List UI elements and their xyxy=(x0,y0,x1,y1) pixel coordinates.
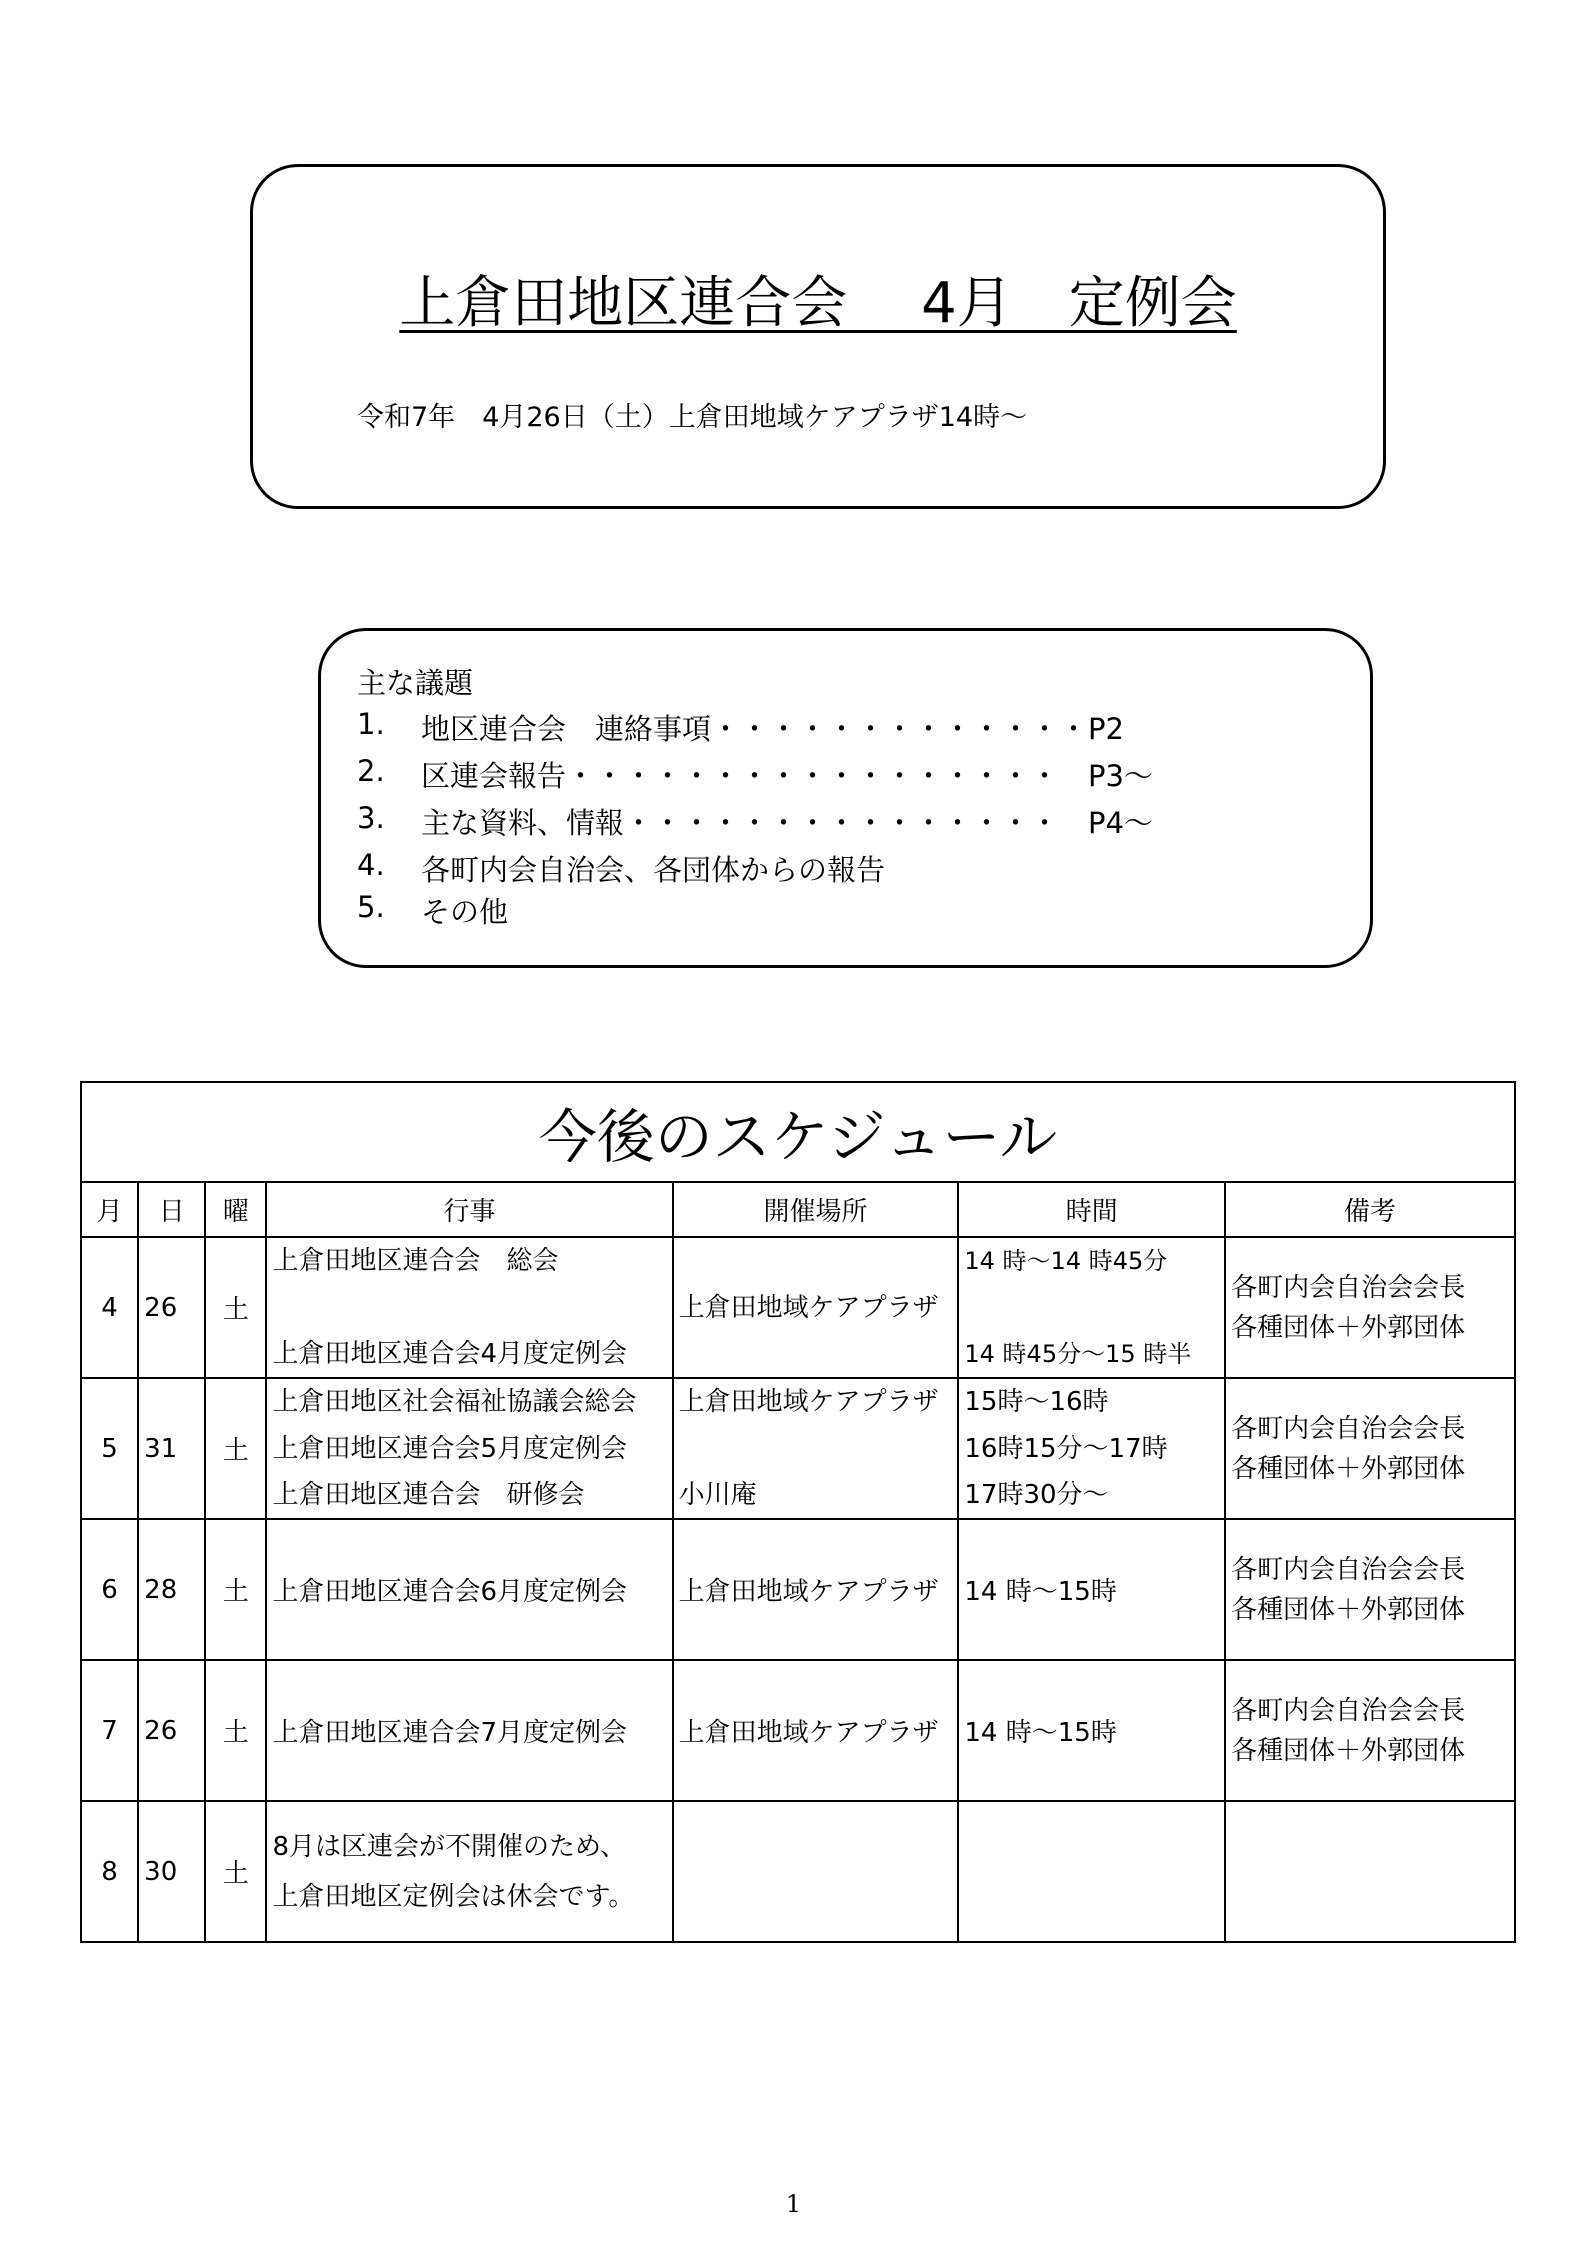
cell-place xyxy=(673,1801,959,1942)
meeting-date-place: 令和7年 4月26日（土）上倉田地域ケアプラザ14時～ xyxy=(357,402,1028,433)
cell-time: 15時～16時 16時15分～17時 17時30分～ xyxy=(958,1378,1225,1519)
cell-notes xyxy=(1225,1801,1515,1942)
table-row xyxy=(81,1519,1515,1660)
cell-place: 上倉田地域ケアプラザ xyxy=(673,1519,959,1660)
agenda-item: 5. その他 xyxy=(357,890,509,929)
header-day: 日 xyxy=(138,1182,205,1237)
cell-month: 7 xyxy=(81,1660,138,1801)
cell-notes: 各町内会自治会会長 各種団体＋外郭団体 xyxy=(1225,1378,1515,1519)
cell-weekday: 土 xyxy=(205,1519,266,1660)
cell-notes: 各町内会自治会会長 各種団体＋外郭団体 xyxy=(1225,1660,1515,1801)
cell-place: 上倉田地域ケアプラザ 小川庵 xyxy=(673,1378,959,1519)
meeting-title-box xyxy=(250,164,1386,509)
cell-month: 4 xyxy=(81,1237,138,1378)
cell-weekday: 土 xyxy=(205,1237,266,1378)
cell-event: 上倉田地区連合会 総会 上倉田地区連合会4月度定例会 xyxy=(266,1237,672,1378)
header-place: 開催場所 xyxy=(673,1182,959,1237)
table-row xyxy=(81,1801,1515,1942)
cell-time xyxy=(958,1801,1225,1942)
schedule-table xyxy=(80,1081,1516,1943)
cell-event: 8月は区連会が不開催のため、 上倉田地区定例会は休会です。 xyxy=(266,1801,672,1942)
agenda-item: 3. 主な資料、情報・・・・・・・・・・・・・・・ P4～ xyxy=(357,801,1153,840)
cell-day: 26 xyxy=(138,1660,205,1801)
agenda-item: 2. 区連会報告・・・・・・・・・・・・・・・・・ P3～ xyxy=(357,754,1153,793)
cell-day: 26 xyxy=(138,1237,205,1378)
header-weekday: 曜 xyxy=(205,1182,266,1237)
cell-weekday: 土 xyxy=(205,1801,266,1942)
cell-notes: 各町内会自治会会長 各種団体＋外郭団体 xyxy=(1225,1237,1515,1378)
cell-place: 上倉田地域ケアプラザ xyxy=(673,1660,959,1801)
cell-time: 14 時～15時 xyxy=(958,1519,1225,1660)
agenda-list xyxy=(357,707,1153,932)
table-row xyxy=(81,1237,1515,1378)
agenda-item: 4. 各町内会自治会、各団体からの報告 xyxy=(357,848,886,887)
cell-month: 5 xyxy=(81,1378,138,1519)
cell-event: 上倉田地区連合会6月度定例会 xyxy=(266,1519,672,1660)
cell-event: 上倉田地区社会福祉協議会総会 上倉田地区連合会5月度定例会 上倉田地区連合会 研修会 xyxy=(266,1378,672,1519)
cell-time: 14 時～14 時45分 14 時45分～15 時半 xyxy=(958,1237,1225,1378)
agenda-item: 1. 地区連合会 連絡事項・・・・・・・・・・・・・P2 xyxy=(357,707,1124,746)
header-notes: 備考 xyxy=(1225,1182,1515,1237)
header-time: 時間 xyxy=(958,1182,1225,1237)
cell-day: 28 xyxy=(138,1519,205,1660)
cell-weekday: 土 xyxy=(205,1660,266,1801)
cell-month: 8 xyxy=(81,1801,138,1942)
agenda-title: 主な議題 xyxy=(357,666,474,700)
meeting-title: 上倉田地区連合会 4月 定例会 xyxy=(399,271,1237,336)
agenda-box xyxy=(318,628,1373,968)
cell-weekday: 土 xyxy=(205,1378,266,1519)
table-row xyxy=(81,1378,1515,1519)
cell-place: 上倉田地域ケアプラザ xyxy=(673,1237,959,1378)
schedule-title: 今後のスケジュール xyxy=(81,1082,1515,1182)
cell-day: 31 xyxy=(138,1378,205,1519)
cell-notes: 各町内会自治会会長 各種団体＋外郭団体 xyxy=(1225,1519,1515,1660)
table-row xyxy=(81,1660,1515,1801)
header-month: 月 xyxy=(81,1182,138,1237)
cell-month: 6 xyxy=(81,1519,138,1660)
cell-time: 14 時～15時 xyxy=(958,1660,1225,1801)
page-number: 1 xyxy=(785,2190,802,2218)
cell-day: 30 xyxy=(138,1801,205,1942)
header-event: 行事 xyxy=(266,1182,672,1237)
cell-event: 上倉田地区連合会7月度定例会 xyxy=(266,1660,672,1801)
